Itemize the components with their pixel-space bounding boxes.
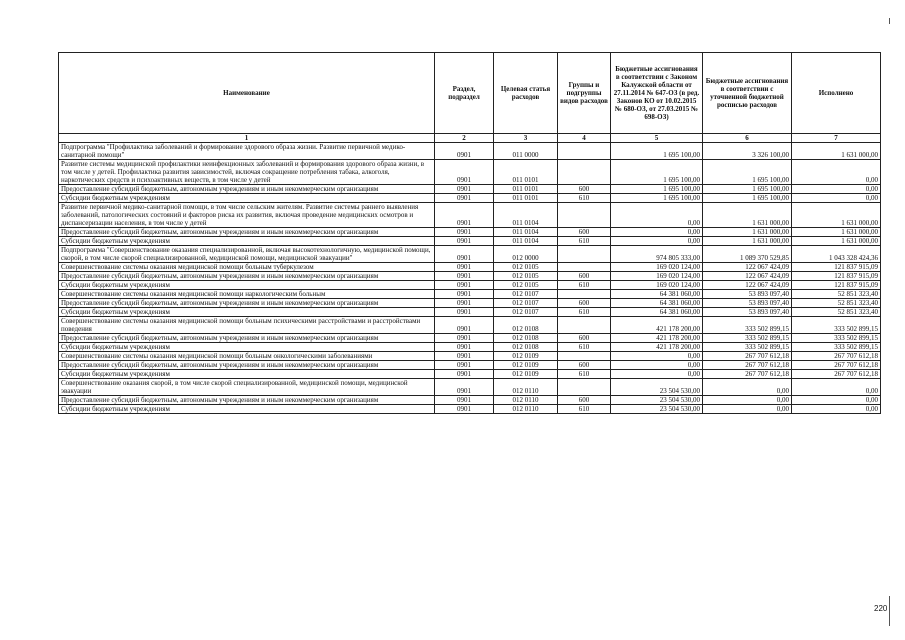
row-section: 0901 bbox=[435, 203, 494, 228]
column-number: 3 bbox=[494, 134, 558, 143]
row-executed-amount: 333 502 899,15 bbox=[792, 334, 881, 343]
table-row bbox=[59, 405, 881, 414]
table-row bbox=[59, 143, 881, 160]
table-row bbox=[59, 361, 881, 370]
row-group: 600 bbox=[558, 228, 611, 237]
header-name: Наименование bbox=[59, 53, 435, 134]
row-target: 012 0110 bbox=[494, 405, 558, 414]
row-target: 012 0107 bbox=[494, 299, 558, 308]
row-group: 610 bbox=[558, 237, 611, 246]
row-specified-amount: 53 893 097,40 bbox=[703, 308, 792, 317]
row-specified-amount: 267 707 612,18 bbox=[703, 352, 792, 361]
row-name: Предоставление субсидий бюджетным, автономным учреждениям и иным некоммерческим организациям bbox=[59, 396, 435, 405]
row-target: 012 0107 bbox=[494, 290, 558, 299]
row-executed-amount: 0,00 bbox=[792, 396, 881, 405]
row-name: Субсидии бюджетным учреждениям bbox=[59, 194, 435, 203]
header-specified: Бюджетные ассигнования в соответствии с уточненной бюджетной росписью расходов bbox=[703, 53, 792, 134]
row-law-amount: 421 178 200,00 bbox=[611, 343, 703, 352]
row-target: 012 0110 bbox=[494, 379, 558, 396]
header-executed: Исполнено bbox=[792, 53, 881, 134]
row-name: Предоставление субсидий бюджетным, автономным учреждениям и иным некоммерческим организациям bbox=[59, 272, 435, 281]
row-name: Субсидии бюджетным учреждениям bbox=[59, 237, 435, 246]
row-law-amount: 421 178 200,00 bbox=[611, 317, 703, 334]
row-group: 600 bbox=[558, 272, 611, 281]
row-name: Предоставление субсидий бюджетным, автономным учреждениям и иным некоммерческим организациям bbox=[59, 185, 435, 194]
table-row bbox=[59, 228, 881, 237]
row-group: 600 bbox=[558, 299, 611, 308]
row-specified-amount: 0,00 bbox=[703, 396, 792, 405]
row-group bbox=[558, 203, 611, 228]
row-name: Совершенствование оказания скорой, в том числе скорой специализированной, медицинской помощи, медицинской эвакуации bbox=[59, 379, 435, 396]
row-specified-amount: 1 631 000,00 bbox=[703, 203, 792, 228]
row-group bbox=[558, 160, 611, 185]
row-law-amount: 0,00 bbox=[611, 370, 703, 379]
row-group bbox=[558, 246, 611, 263]
row-section: 0901 bbox=[435, 246, 494, 263]
row-executed-amount: 267 707 612,18 bbox=[792, 361, 881, 370]
row-section: 0901 bbox=[435, 194, 494, 203]
row-name: Предоставление субсидий бюджетным, автономным учреждениям и иным некоммерческим организациям bbox=[59, 299, 435, 308]
row-group: 610 bbox=[558, 194, 611, 203]
row-law-amount: 1 695 100,00 bbox=[611, 143, 703, 160]
row-group bbox=[558, 290, 611, 299]
row-specified-amount: 1 089 370 529,85 bbox=[703, 246, 792, 263]
table-row bbox=[59, 396, 881, 405]
row-group: 610 bbox=[558, 308, 611, 317]
row-law-amount: 64 381 060,00 bbox=[611, 290, 703, 299]
row-name: Подпрограмма "Совершенствование оказания специализированной, включая высокотехнологичную, медицинской помощи, скорой, в том числе скорой специализированной, медицинской помощи, медицинской эвакуации" bbox=[59, 246, 435, 263]
row-executed-amount: 121 837 915,09 bbox=[792, 272, 881, 281]
row-law-amount: 23 504 530,00 bbox=[611, 396, 703, 405]
row-group: 610 bbox=[558, 343, 611, 352]
row-executed-amount: 0,00 bbox=[792, 379, 881, 396]
row-target: 012 0105 bbox=[494, 272, 558, 281]
row-executed-amount: 267 707 612,18 bbox=[792, 370, 881, 379]
row-section: 0901 bbox=[435, 263, 494, 272]
row-specified-amount: 1 631 000,00 bbox=[703, 237, 792, 246]
row-group bbox=[558, 317, 611, 334]
margin-mark bbox=[889, 18, 890, 24]
column-number: 1 bbox=[59, 134, 435, 143]
row-specified-amount: 0,00 bbox=[703, 405, 792, 414]
table-row bbox=[59, 352, 881, 361]
row-target: 012 0107 bbox=[494, 308, 558, 317]
row-target: 011 0101 bbox=[494, 194, 558, 203]
row-name: Совершенствование системы оказания медицинской помощи больным туберкулезом bbox=[59, 263, 435, 272]
column-number: 4 bbox=[558, 134, 611, 143]
row-section: 0901 bbox=[435, 396, 494, 405]
row-specified-amount: 122 067 424,09 bbox=[703, 281, 792, 290]
row-section: 0901 bbox=[435, 185, 494, 194]
row-target: 012 0110 bbox=[494, 396, 558, 405]
row-executed-amount: 0,00 bbox=[792, 185, 881, 194]
row-specified-amount: 267 707 612,18 bbox=[703, 361, 792, 370]
row-executed-amount: 1 631 000,00 bbox=[792, 237, 881, 246]
budget-table bbox=[58, 52, 881, 414]
row-group: 610 bbox=[558, 281, 611, 290]
row-section: 0901 bbox=[435, 143, 494, 160]
table-row bbox=[59, 194, 881, 203]
row-executed-amount: 0,00 bbox=[792, 160, 881, 185]
row-law-amount: 1 695 100,00 bbox=[611, 185, 703, 194]
row-group: 610 bbox=[558, 405, 611, 414]
row-law-amount: 0,00 bbox=[611, 361, 703, 370]
row-target: 012 0109 bbox=[494, 361, 558, 370]
row-name: Субсидии бюджетным учреждениям bbox=[59, 343, 435, 352]
header-law: Бюджетные ассигнования в соответствии с Законом Калужской области от 27.11.2014 № 647-ОЗ (в ред. Законов КО от 10.02.2015 № 680-ОЗ, от 27.03.2015 № 698-ОЗ) bbox=[611, 53, 703, 134]
row-target: 012 0105 bbox=[494, 281, 558, 290]
row-law-amount: 0,00 bbox=[611, 228, 703, 237]
row-specified-amount: 1 631 000,00 bbox=[703, 228, 792, 237]
row-law-amount: 421 178 200,00 bbox=[611, 334, 703, 343]
row-group: 600 bbox=[558, 334, 611, 343]
row-name: Предоставление субсидий бюджетным, автономным учреждениям и иным некоммерческим организациям bbox=[59, 228, 435, 237]
row-target: 011 0101 bbox=[494, 185, 558, 194]
header-groups: Группы и подгруппы видов расходов bbox=[558, 53, 611, 134]
row-target: 012 0000 bbox=[494, 246, 558, 263]
row-specified-amount: 1 695 100,00 bbox=[703, 160, 792, 185]
table-row bbox=[59, 272, 881, 281]
row-target: 011 0101 bbox=[494, 160, 558, 185]
row-executed-amount: 333 502 899,15 bbox=[792, 317, 881, 334]
row-specified-amount: 333 502 899,15 bbox=[703, 343, 792, 352]
row-group bbox=[558, 379, 611, 396]
row-name: Субсидии бюджетным учреждениям bbox=[59, 405, 435, 414]
row-law-amount: 64 381 060,00 bbox=[611, 299, 703, 308]
row-executed-amount: 333 502 899,15 bbox=[792, 343, 881, 352]
row-specified-amount: 122 067 424,09 bbox=[703, 263, 792, 272]
row-section: 0901 bbox=[435, 228, 494, 237]
row-name: Подпрограмма "Профилактика заболеваний и формирование здорового образа жизни. Развитие первичной медико-санитарной помощи" bbox=[59, 143, 435, 160]
table-row bbox=[59, 308, 881, 317]
row-executed-amount: 0,00 bbox=[792, 194, 881, 203]
table-row bbox=[59, 317, 881, 334]
row-target: 012 0108 bbox=[494, 334, 558, 343]
row-law-amount: 0,00 bbox=[611, 237, 703, 246]
row-target: 011 0104 bbox=[494, 228, 558, 237]
row-target: 012 0108 bbox=[494, 317, 558, 334]
row-law-amount: 169 020 124,00 bbox=[611, 281, 703, 290]
row-section: 0901 bbox=[435, 334, 494, 343]
row-specified-amount: 1 695 100,00 bbox=[703, 194, 792, 203]
table-row bbox=[59, 370, 881, 379]
row-target: 012 0109 bbox=[494, 352, 558, 361]
table-row bbox=[59, 379, 881, 396]
row-name: Совершенствование системы оказания медицинской помощи больным онкологическими заболеваниями bbox=[59, 352, 435, 361]
row-group: 610 bbox=[558, 370, 611, 379]
column-number: 6 bbox=[703, 134, 792, 143]
column-number: 2 bbox=[435, 134, 494, 143]
row-law-amount: 1 695 100,00 bbox=[611, 160, 703, 185]
row-executed-amount: 1 631 000,00 bbox=[792, 143, 881, 160]
table-row bbox=[59, 237, 881, 246]
row-target: 011 0000 bbox=[494, 143, 558, 160]
row-group: 600 bbox=[558, 185, 611, 194]
column-number-row bbox=[59, 134, 881, 143]
row-law-amount: 974 805 333,00 bbox=[611, 246, 703, 263]
table-row bbox=[59, 343, 881, 352]
table-row bbox=[59, 263, 881, 272]
row-law-amount: 169 020 124,00 bbox=[611, 272, 703, 281]
table-row bbox=[59, 160, 881, 185]
row-name: Субсидии бюджетным учреждениям bbox=[59, 370, 435, 379]
table-row bbox=[59, 203, 881, 228]
table-row bbox=[59, 299, 881, 308]
header-section: Раздел, подраздел bbox=[435, 53, 494, 134]
row-executed-amount: 52 851 323,40 bbox=[792, 299, 881, 308]
row-executed-amount: 1 631 000,00 bbox=[792, 228, 881, 237]
row-law-amount: 23 504 530,00 bbox=[611, 379, 703, 396]
row-target: 011 0104 bbox=[494, 237, 558, 246]
row-executed-amount: 1 043 328 424,36 bbox=[792, 246, 881, 263]
row-name: Субсидии бюджетным учреждениям bbox=[59, 281, 435, 290]
page-number: 220 bbox=[874, 604, 888, 613]
row-target: 012 0109 bbox=[494, 370, 558, 379]
row-section: 0901 bbox=[435, 352, 494, 361]
row-executed-amount: 121 837 915,09 bbox=[792, 263, 881, 272]
row-name: Совершенствование системы оказания медицинской помощи наркологическим больным bbox=[59, 290, 435, 299]
row-target: 012 0105 bbox=[494, 263, 558, 272]
row-group bbox=[558, 143, 611, 160]
row-name: Предоставление субсидий бюджетным, автономным учреждениям и иным некоммерческим организациям bbox=[59, 334, 435, 343]
row-name: Развитие системы медицинской профилактики неинфекционных заболеваний и формирования здорового образа жизни, в том числе у детей. Профилактика развития зависимостей, включая сокращение потребления табака, алкоголя, наркотических средств и психоактивных веществ, в том числе у детей bbox=[59, 160, 435, 185]
row-law-amount: 1 695 100,00 bbox=[611, 194, 703, 203]
table-row bbox=[59, 281, 881, 290]
row-group: 600 bbox=[558, 361, 611, 370]
table-body bbox=[59, 143, 881, 414]
row-section: 0901 bbox=[435, 361, 494, 370]
row-section: 0901 bbox=[435, 308, 494, 317]
row-section: 0901 bbox=[435, 370, 494, 379]
header-target: Целевая статья расходов bbox=[494, 53, 558, 134]
column-number: 5 bbox=[611, 134, 703, 143]
row-executed-amount: 1 631 000,00 bbox=[792, 203, 881, 228]
row-name: Предоставление субсидий бюджетным, автономным учреждениям и иным некоммерческим организациям bbox=[59, 361, 435, 370]
table-row bbox=[59, 185, 881, 194]
row-target: 011 0104 bbox=[494, 203, 558, 228]
column-number: 7 bbox=[792, 134, 881, 143]
row-specified-amount: 267 707 612,18 bbox=[703, 370, 792, 379]
row-specified-amount: 3 326 100,00 bbox=[703, 143, 792, 160]
row-specified-amount: 1 695 100,00 bbox=[703, 185, 792, 194]
row-section: 0901 bbox=[435, 290, 494, 299]
row-section: 0901 bbox=[435, 281, 494, 290]
row-specified-amount: 122 067 424,09 bbox=[703, 272, 792, 281]
row-section: 0901 bbox=[435, 237, 494, 246]
row-section: 0901 bbox=[435, 299, 494, 308]
row-name: Совершенствование системы оказания медицинской помощи больным психическими расстройствами и расстройствами поведения bbox=[59, 317, 435, 334]
row-section: 0901 bbox=[435, 379, 494, 396]
row-executed-amount: 52 851 323,40 bbox=[792, 290, 881, 299]
row-name: Развитие первичной медико-санитарной помощи, в том числе сельским жителям. Развитие системы раннего выявления заболеваний, патологических состояний и факторов риска их развития, включая проведение медицинских осмотров и диспансеризации населения, в том числе у детей bbox=[59, 203, 435, 228]
row-law-amount: 0,00 bbox=[611, 203, 703, 228]
row-group bbox=[558, 263, 611, 272]
row-name: Субсидии бюджетным учреждениям bbox=[59, 308, 435, 317]
row-executed-amount: 267 707 612,18 bbox=[792, 352, 881, 361]
row-specified-amount: 53 893 097,40 bbox=[703, 290, 792, 299]
table-row bbox=[59, 334, 881, 343]
table-row bbox=[59, 246, 881, 263]
budget-table-sheet bbox=[58, 52, 880, 414]
row-specified-amount: 0,00 bbox=[703, 379, 792, 396]
row-specified-amount: 53 893 097,40 bbox=[703, 299, 792, 308]
row-group: 600 bbox=[558, 396, 611, 405]
row-section: 0901 bbox=[435, 405, 494, 414]
row-section: 0901 bbox=[435, 160, 494, 185]
row-law-amount: 23 504 530,00 bbox=[611, 405, 703, 414]
margin-mark bbox=[889, 596, 890, 626]
row-specified-amount: 333 502 899,15 bbox=[703, 317, 792, 334]
row-law-amount: 169 020 124,00 bbox=[611, 263, 703, 272]
row-executed-amount: 0,00 bbox=[792, 405, 881, 414]
row-section: 0901 bbox=[435, 317, 494, 334]
row-group bbox=[558, 352, 611, 361]
row-target: 012 0108 bbox=[494, 343, 558, 352]
row-law-amount: 64 381 060,00 bbox=[611, 308, 703, 317]
row-specified-amount: 333 502 899,15 bbox=[703, 334, 792, 343]
row-executed-amount: 52 851 323,40 bbox=[792, 308, 881, 317]
header-row bbox=[59, 53, 881, 134]
row-law-amount: 0,00 bbox=[611, 352, 703, 361]
row-executed-amount: 121 837 915,09 bbox=[792, 281, 881, 290]
row-section: 0901 bbox=[435, 343, 494, 352]
row-section: 0901 bbox=[435, 272, 494, 281]
table-row bbox=[59, 290, 881, 299]
